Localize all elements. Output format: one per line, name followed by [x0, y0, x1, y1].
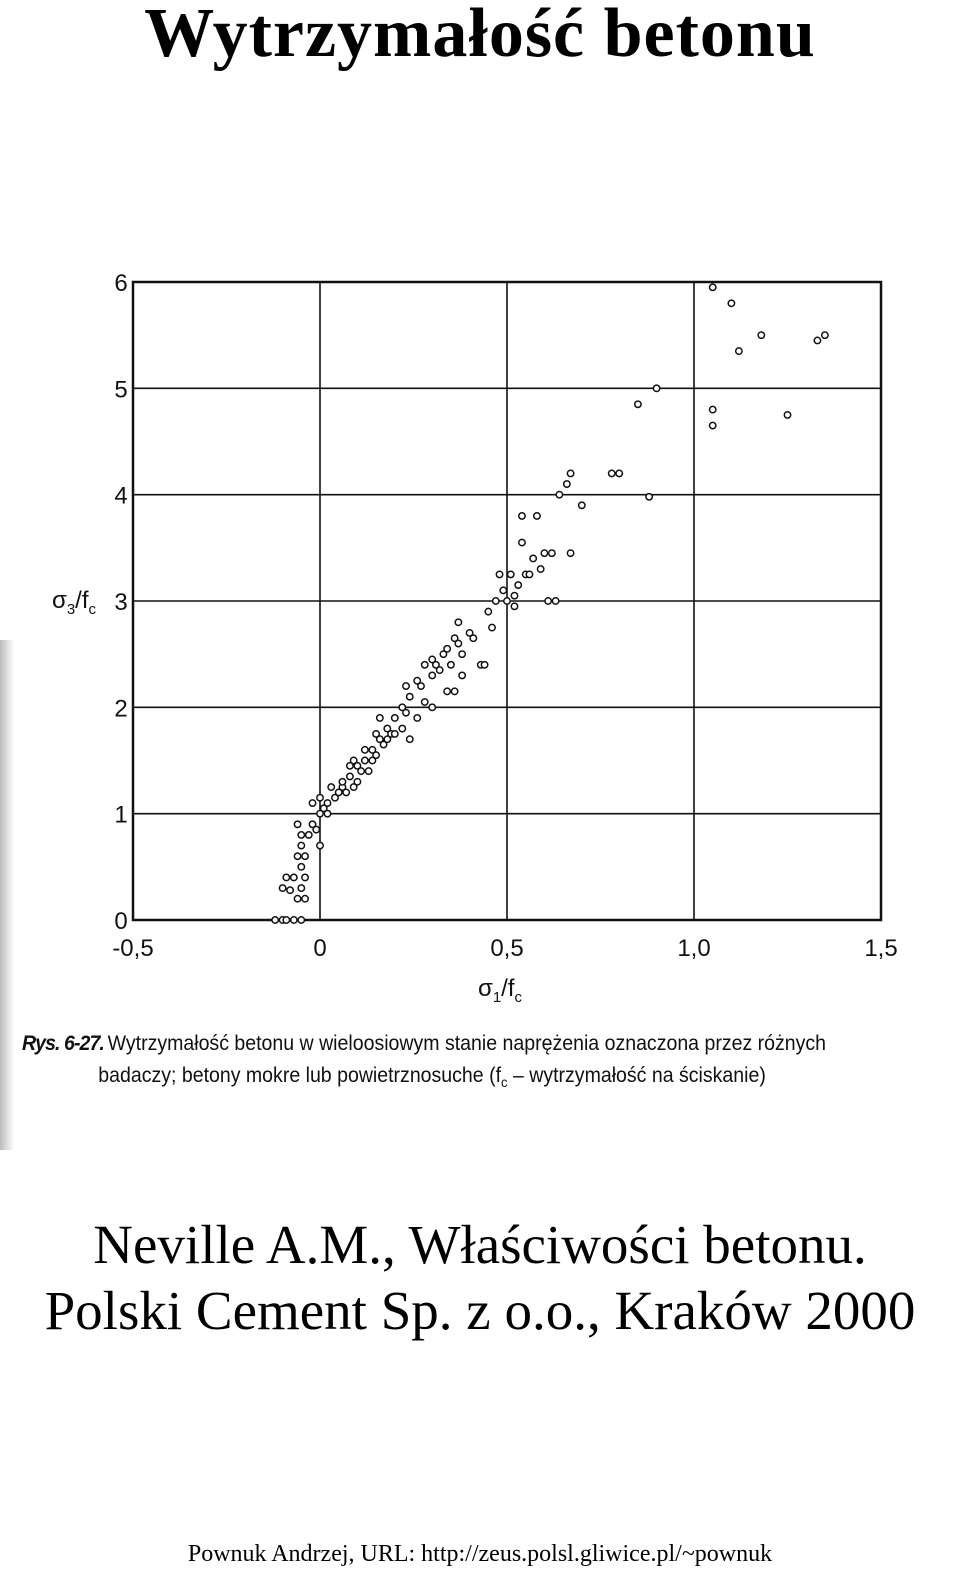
data-point	[485, 608, 491, 614]
y-tick-label: 0	[114, 908, 128, 935]
data-point	[500, 587, 506, 593]
data-point	[298, 917, 304, 923]
data-point	[436, 667, 442, 673]
data-point	[309, 800, 315, 806]
data-point	[710, 422, 716, 428]
data-point	[567, 470, 573, 476]
data-point	[710, 284, 716, 290]
x-axis-label-mid: /f	[501, 975, 515, 1002]
book-reference	[0, 1212, 960, 1344]
y-axis-label-sub2: c	[88, 601, 96, 618]
data-point	[459, 651, 465, 657]
data-point	[784, 412, 790, 418]
data-point	[407, 694, 413, 700]
data-point	[302, 874, 308, 880]
data-point	[317, 842, 323, 848]
data-point	[407, 736, 413, 742]
data-point	[508, 571, 514, 577]
data-point	[455, 619, 461, 625]
data-point	[564, 481, 570, 487]
data-point	[365, 768, 371, 774]
data-point	[736, 348, 742, 354]
data-point	[403, 709, 409, 715]
figure-caption	[22, 1028, 892, 1098]
data-point	[302, 853, 308, 859]
data-point-layer	[272, 284, 828, 923]
x-tick-label: 0	[313, 935, 327, 962]
x-axis-label	[478, 975, 523, 1006]
data-point	[324, 800, 330, 806]
data-point	[451, 688, 457, 694]
data-point	[418, 683, 424, 689]
scan-shadow	[0, 640, 14, 1150]
y-tick-label: 4	[114, 482, 128, 510]
x-axis-label-sub2: c	[514, 989, 522, 1006]
data-point	[298, 885, 304, 891]
data-point	[422, 662, 428, 668]
data-point	[646, 494, 652, 500]
y-tick-label: 6	[114, 270, 128, 297]
tick-label-layer	[112, 270, 897, 962]
data-point	[545, 598, 551, 604]
x-tick-label: 1,0	[677, 935, 711, 962]
data-point	[609, 470, 615, 476]
data-point	[511, 603, 517, 609]
caption-text-2b: – wytrzymałość na ściskanie)	[507, 1064, 766, 1087]
data-point	[422, 699, 428, 705]
data-point	[298, 864, 304, 870]
data-point	[429, 672, 435, 678]
data-point	[511, 592, 517, 598]
data-point	[414, 715, 420, 721]
data-point	[710, 406, 716, 412]
data-point	[392, 715, 398, 721]
data-point	[313, 826, 319, 832]
data-point	[272, 917, 278, 923]
caption-label: Rys. 6-27.	[22, 1032, 104, 1055]
data-point	[526, 571, 532, 577]
data-point	[758, 332, 764, 338]
data-point	[306, 832, 312, 838]
data-point	[317, 795, 323, 801]
data-point	[294, 821, 300, 827]
data-point	[384, 736, 390, 742]
footer-author-url: Pownuk Andrzej, URL: http://zeus.polsl.gliwice.pl/~pownuk	[187, 1541, 773, 1567]
page-title: Wytrzymałość betonu	[144, 0, 816, 72]
data-point	[291, 874, 297, 880]
data-point	[298, 842, 304, 848]
y-tick-label: 2	[114, 695, 128, 723]
y-tick-label: 5	[114, 376, 128, 404]
caption-text-1: Wytrzymałość betonu w wieloosiowym stanie naprężenia oznaczona przez różnych	[107, 1032, 827, 1055]
data-point	[519, 539, 525, 545]
scatter-chart	[0, 250, 960, 1010]
data-point	[358, 768, 364, 774]
reference-line-1: Neville A.M., Właściwości betonu.	[93, 1214, 867, 1275]
caption-text-2-sub: c	[501, 1074, 508, 1091]
reference-line-2: Polski Cement Sp. z o.o., Kraków 2000	[44, 1280, 916, 1341]
data-point	[302, 896, 308, 902]
data-point	[653, 385, 659, 391]
data-point	[459, 672, 465, 678]
caption-text-2a: badaczy; betony mokre lub powietrznosuche (f	[98, 1064, 502, 1087]
data-point	[537, 566, 543, 572]
y-axis-label	[52, 587, 97, 618]
data-point	[552, 598, 558, 604]
x-axis-label-sub1: 1	[492, 989, 502, 1006]
caption-line-1	[22, 1028, 892, 1060]
data-point	[291, 917, 297, 923]
data-point	[519, 513, 525, 519]
data-point	[347, 773, 353, 779]
data-point	[373, 731, 379, 737]
data-point	[324, 810, 330, 816]
data-point	[556, 491, 562, 497]
data-point	[403, 683, 409, 689]
data-point	[444, 646, 450, 652]
data-point	[354, 779, 360, 785]
x-tick-label: 0,5	[490, 935, 524, 962]
data-point	[728, 300, 734, 306]
data-point	[515, 582, 521, 588]
data-point	[567, 550, 573, 556]
data-point	[339, 779, 345, 785]
data-point	[481, 662, 487, 668]
data-point	[489, 624, 495, 630]
data-point	[504, 598, 510, 604]
caption-line-2	[22, 1060, 892, 1098]
y-axis-label-mid: /f	[75, 587, 89, 614]
data-point	[470, 635, 476, 641]
data-point	[455, 640, 461, 646]
data-point	[377, 715, 383, 721]
data-point	[493, 598, 499, 604]
data-point	[362, 757, 368, 763]
data-point	[635, 401, 641, 407]
x-tick-label: 1,5	[864, 935, 898, 962]
data-point	[279, 885, 285, 891]
data-point	[534, 513, 540, 519]
data-point	[549, 550, 555, 556]
data-point	[496, 571, 502, 577]
data-point	[287, 887, 293, 893]
x-tick-label: -0,5	[112, 935, 154, 962]
data-point	[328, 784, 334, 790]
y-axis-label-sub1: 3	[66, 601, 76, 618]
data-point	[343, 789, 349, 795]
data-point	[444, 688, 450, 694]
data-point	[429, 704, 435, 710]
y-tick-label: 1	[114, 801, 128, 829]
data-point	[541, 550, 547, 556]
y-axis-label-sigma: σ	[52, 587, 67, 614]
x-axis-label-sigma: σ	[478, 975, 493, 1002]
data-point	[392, 731, 398, 737]
data-point	[298, 832, 304, 838]
data-point	[294, 853, 300, 859]
data-point	[399, 725, 405, 731]
data-point	[616, 470, 622, 476]
data-point	[822, 332, 828, 338]
data-point	[579, 502, 585, 508]
data-point	[373, 752, 379, 758]
data-point	[283, 917, 289, 923]
data-point	[448, 662, 454, 668]
data-point	[283, 874, 289, 880]
data-point	[530, 555, 536, 561]
y-tick-label: 3	[114, 589, 128, 616]
data-point	[294, 896, 300, 902]
data-point	[814, 337, 820, 343]
data-point	[350, 757, 356, 763]
data-point	[362, 747, 368, 753]
